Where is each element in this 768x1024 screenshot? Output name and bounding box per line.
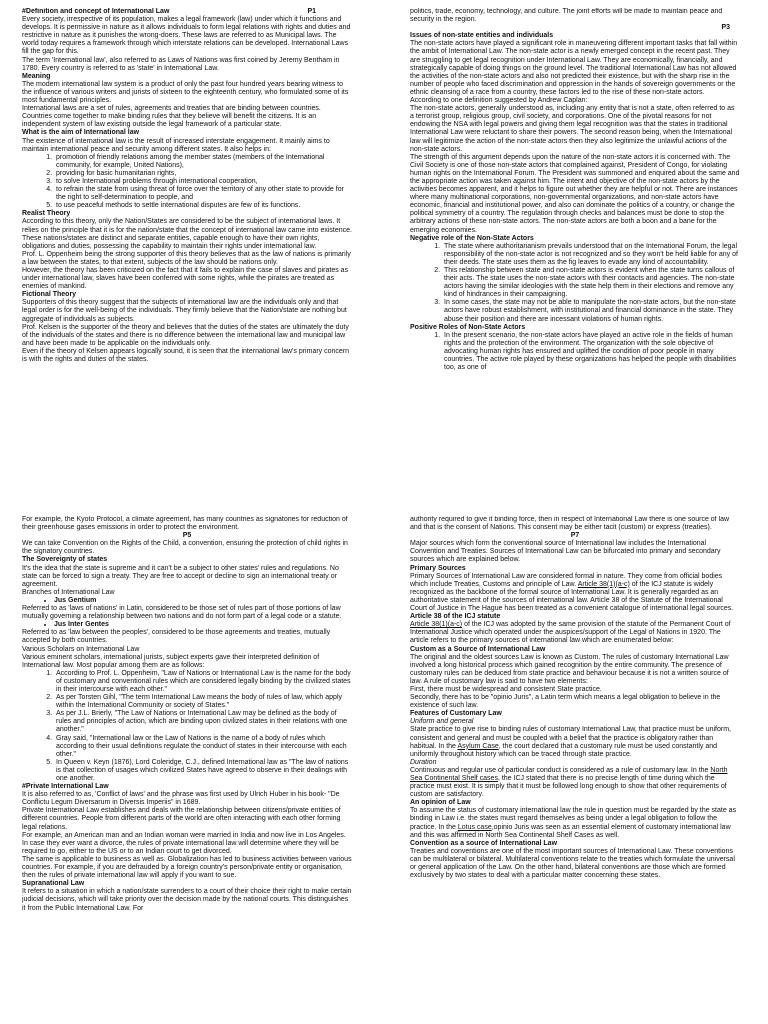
section-heading: Meaning <box>22 72 51 80</box>
section-heading: Article 38 of the ICJ statute <box>410 613 501 621</box>
page-number: P1 <box>307 8 316 15</box>
paragraph: It refers to a situation in which a nation/state surrenders to a court of their choice their right to make certain judicial decisions, which will take priority over the decision made by the national courts. This distinguishes it from the Public International Law. For <box>22 888 352 912</box>
paragraph: Referred to as 'laws of nations' in Latin, considered to be those set of rules part of those portions of law mutually governing a relationship between two nations and do not form part of a legal code or a statute. <box>22 605 342 621</box>
list-item: 4. Gray said, "International law or the Law of Nations is the name of a body of rules which according to their usual definitions regulate the conduct of states in their intercourse with each other." <box>54 735 352 759</box>
section-heading: Negative role of the Non-State Actors <box>410 234 534 242</box>
list-item: 2. providing for basic humanitarian rights, <box>54 170 352 178</box>
section-heading: What is the aim of International law <box>22 129 140 137</box>
section-heading: #Private International Law <box>22 783 109 791</box>
bullet-list <box>22 621 352 629</box>
text-run: ,opinio Juris was seen as an essential element of customary international law and this was affirmed in North Sea Continental Shelf Cases as well. <box>410 823 731 839</box>
text-run: , the ICJ stated that there is no precise length of time during which the practice must exist. It is simply that it must be followed long enough to show that other requirements of custom are satisfactory. <box>410 775 727 799</box>
subsection-heading: Duration <box>410 758 437 766</box>
paragraph: politics, trade, economy, technology, and culture. The joint efforts will be made to maintain peace and security in the region. <box>410 8 723 24</box>
paragraph: Major sources which form the conventional source of International law includes the International Convention and Treaties. Sources of International Law can be bifurcated into primary and secondary sources which are explained below. <box>410 540 721 564</box>
section-heading: An opinion of Law <box>410 799 471 807</box>
bullet-list <box>22 597 352 605</box>
list-item: • Jus Inter Gentes <box>54 621 352 629</box>
section-heading: Positive Roles of Non-State Actors <box>410 323 526 331</box>
paragraph: For example, the Kyoto Protocol, a climate agreement, has many countries as signatories for reduction of their greenhouse gases emissions in order to protect the environment. <box>22 516 348 532</box>
document-page-7 <box>410 516 740 1014</box>
north-sea-case-link[interactable]: North Sea Continental Shelf cases <box>410 766 728 782</box>
text-run: To assume the status of customary international law the rule in question must be regarded by the state as binding in Law i.e. the states must regard themselves as being under a legal obligation to follow the practice. In the <box>410 807 737 831</box>
section-heading: #Definition and concept of International Law <box>22 8 170 15</box>
paragraph: We can take Convention on the Rights of the Child, a convention, ensuring the protection of child rights in the signatory countries. <box>22 540 348 556</box>
document-page-3 <box>410 8 740 506</box>
list-item: 4. to refrain the state from using threat of force over the territory of any other state to provide for the right to self-determination to people, and <box>54 186 352 202</box>
paragraph <box>410 621 740 645</box>
paragraph <box>410 573 740 613</box>
paragraph <box>410 807 740 839</box>
list-item: 2. This relationship between state and non-state actors is evident when the state turns callous of their acts. The state uses the non-state actors with their contacts and agencies. The non-state actors having the similar ideologies with the state help them in their elections and remove any kind of hindrances in their campaigning. <box>442 267 740 299</box>
page-1-header <box>22 8 352 16</box>
section-heading: The Sovereignty of states <box>22 556 108 564</box>
paragraph: The same is applicable to business as well as. Globalization has led to business activities between various countries. For example, if you are defrauded by a foreign country's person/private entity or organisation, then the rules of private international law will apply if you want to sue. <box>22 855 352 880</box>
section-heading: Realist Theory <box>22 210 71 218</box>
list-item: 2. As per Torsten Gihl, "The term International Law means the body of rules of law, which apply within the International Community or society of States." <box>54 694 352 710</box>
list-item: • Jus Gentium <box>54 597 352 605</box>
paragraph: Secondly, there has to be "opinio Juris", a Latin term which means a legal obligation to believe in the existence of such law. <box>410 694 721 710</box>
paragraph: The existence of international law is the result of increased interstate engagement. It mainly aims to maintain international peace and security among different states. It also helps in: <box>22 137 330 153</box>
paragraph <box>410 726 740 758</box>
paragraph: First, there must be widespread and consistent State practice. <box>410 685 602 693</box>
section-heading: Convention as a source of International Law <box>410 839 558 847</box>
section-heading: Features of Customary Law <box>410 710 502 718</box>
list-item: 1. According to Prof. L. Oppenheim, "Law of Nations or International Law is the name for the body of customary and conventional rules which are considered legally binding by the civilized states in their intercourse with each other." <box>54 670 352 694</box>
paragraph: Various eminent scholars, international jurists, subject experts gave their interpreted definition of International law. Most popular among them are as follows: <box>22 653 320 669</box>
text-run: Continuous and regular use of particular conduct is considered as a rule of customary law. In the <box>410 766 711 774</box>
section-heading: Supranational Law <box>22 880 85 888</box>
paragraph: Supporters of this theory suggest that the subjects of international law are the individuals only and that legal order is for the well-being of the individuals. They firmly believe that the Nation/state are nothing but aggregate of individuals as subjects. <box>22 299 347 323</box>
paragraph <box>410 767 740 799</box>
paragraph: Referred to as 'law between the peoples', considered to be those agreements and treaties, mutually accepted by both countries. <box>22 629 331 645</box>
paragraph: The non-state actors, generally understood as, including any entity that is not a state, often referred to as a terrorist group, religious group, civil society, and corporations. One of the pivotal reasons for not endowing the NSA with legal powers and giving them legal recognition was that the states in traditional International Law were reluctant to share their powers. The second reason being, when the International law will legitimize the action of the non-state actors then they also legitimize the unlawful actions of the non-state actors. <box>410 105 735 153</box>
list-item: 5. to use peaceful methods to settle international disputes are few of its functions. <box>54 202 352 210</box>
document-page-1 <box>22 8 352 506</box>
list-item: 1. The state where authoritarianism prevails understood that on the International Forum, the legal responsibility of the non-state actor is not recognized and so they won't be held liable for any of their deeds. The state uses them as the fig leaves to evade any kind of accountability. <box>442 243 740 267</box>
list-item: 1. promotion of friendly relations among the member states (members of the International community, for example, United Nations), <box>54 154 352 170</box>
text-run: , the court declared that a customary rule must be used constantly and uniformly throughout history which can be traced through state practice. <box>410 742 718 758</box>
paragraph: According to one definition suggested by Andrew Caplan: <box>410 97 588 105</box>
numbered-list <box>22 670 352 783</box>
article-38-link[interactable]: Article 38(1)(a-c) <box>410 621 463 629</box>
list-item: 1. In the present scenario, the non-state actors have played an active role in the fields of human rights and the protection of the environment. The organization with the sole objective of advocating human rights has ensured and uplifted the condition of poor people in many countries. The active role played by these organizations has helped the people with disabilities too, as one of <box>442 332 740 372</box>
lotus-case-link[interactable]: Lotus case <box>457 823 492 831</box>
section-heading: Branches of International Law <box>22 588 115 596</box>
paragraph: For example, an American man and an Indian woman were married in India and now live in Los Angeles. In case they ever want a divorce, the rules of private international law will determine where they will be required to go, either to the US or to an Indian court to get divorced. <box>22 831 346 855</box>
paragraph: The non-state actors have played a significant role in maneuvering different important tasks that fall within the ambit of International Law. The non-state actor is a newly emerged concept in the recent past. They are struggling to get legal recognition under International Law. They are economically, financially, and strategically capable of doing things on the ground level. The traditional International Law has not allowed the activities of the non-state actors and also not predicted their existence, but with the sharp rise in the number of people who faced discrimination and oppression in the hands of sovereign governments or the ethnic cleansing of a race from a country, these factors led to the rise of these non-state actors. <box>410 40 738 96</box>
document-page-5 <box>22 516 352 1014</box>
numbered-list <box>22 154 352 211</box>
paragraph: The term 'International law', also referred to as Laws of Nations was first coined by Jeremy Bentham in 1780. Every country is referred to as 'state' in International Law. <box>22 56 340 72</box>
paragraph: Even if the theory of Kelsen appears logically sound, it is seen that the international law's primary concern is with the rights and duties of the states. <box>22 347 350 364</box>
section-heading: Issues of non-state entities and individuals <box>410 32 554 40</box>
subsection-heading: Uniform and general <box>410 718 474 726</box>
page-number: P3 <box>721 24 730 32</box>
paragraph: The original and the oldest sources Law is known as Custom. The rules of customary International Law involved a long historical process which gained recognition by the entire community. The presence of customary rules can be deduced from state practice and behaviour because it is not a written source of law. A rule of customary law is said to have two elements: <box>410 653 729 685</box>
asylum-case-link[interactable]: Asylum Case <box>457 742 499 750</box>
text-run: State practice to give rise to binding rules of customary International Law, that practice must be uniform, consistent and general and must be coupled with a belief that the practice is obligatory rather than habitual. In the <box>410 726 731 750</box>
paragraph: Prof. L. Oppenheim being the strong supporter of this theory believes that as the law of nations is primarily a law between the states, to that extent, subjects of the law should be nations only. <box>22 250 351 266</box>
text-run: of the ICJ was adopted by the same provision of the statute of the Permanent Court of International Justice which operated under the auspices/support of the Legal of Nations in 1920. The article refers to the primary sources of international law which are enumerated below: <box>410 621 731 645</box>
article-38-link[interactable]: Article 38(1)(a-c) <box>577 580 630 588</box>
paragraph: International laws are a set of rules, agreements and treaties that are binding between countries. Countries come together to make binding rules that they believe will benefit the citizens. It is an independent system of law existing outside the legal framework of a particular state. <box>22 105 321 129</box>
paragraph: Private International Law establishes and deals with the relationship between citizens/private entities of different countries. People from different parts of the world are often interacting with each other forming legal relations. <box>22 807 341 831</box>
paragraph: According to this theory, only the Nation/States are considered to be the subject of international laws. It relies on the principle that it is for the nation/state that the concept of international law came into existence. These nations/states are distinct and separate entities, capable enough to have their own rights, obligations and duties, possessing the capability to maintain their rights under international law. <box>22 218 352 250</box>
section-heading: Custom as a Source of International Law <box>410 645 546 653</box>
paragraph: authority required to give it binding force, then in respect of International Law there is one source of law and that is the consent of Nations. This consent may be either tacit (custom) or express (treaties). <box>410 516 730 532</box>
paragraph: The strength of this argument depends upon the nature of the non-state actors it is concerned with. The Civil Society is one of those non-state actors that complained against, President of Congo, for violating human rights on the International Forum. The President was summoned and enquired about the same and the appropriate action was taken against him. The intent and objective of the non-state actors by the activities becomes apparent, and it helps to figure out whether they are helpful or not. There are instances where many multinational corporations, non-governmental organizations, and non-state actors have economic, financial and institutional power, and also can dominate the politics of a country, or change the political symmetry of a country. The regulation through checks and balances must be done to stop the arbitrary actions of these non-state actors. The non-state actors are both a boon and a bane for the emerging economies. <box>410 153 740 234</box>
page-number: P7 <box>570 532 580 540</box>
list-item: 3. In some cases, the state may not be able to manipulate the non-state actors, but the non-state actors have robust establishment, with institutional and financial dominance in the state. They abuse their position and there are incessant violations of human rights. <box>442 299 740 323</box>
paragraph: It's the idea that the state is supreme and it can't be a subject to other states' rules and regulations. No state can be forced to sign a treaty. They are free to accept or decline to sign an international treaty or agreement. <box>22 564 339 588</box>
page-number: P5 <box>182 532 192 540</box>
paragraph: Treaties and conventions are one of the most important sources of International Law. These conventions can be multilateral or bilateral. Multilateral conventions relate to the treaties which formulate the universal or general application of the Law. On the other hand, bilateral conventions are those which are formed exclusively by two states to deal with a particular matter concerning these states. <box>410 847 735 880</box>
text-run: Primary Sources of International Law are considered formal in nature. They come from official bodies which include Treaties, Customs and principle of Law. <box>410 572 723 588</box>
list-item: 3. to solve International problems through international cooperation, <box>54 178 352 186</box>
paragraph: However, the theory has been criticized on the fact that it fails to explain the case of slaves and pirates as under international law, slaves have been conferred with some rights, while the pirates are treated as enemies of mankind. <box>22 267 349 291</box>
paragraph: Prof. Kelsen is the supporter of the theory and believes that the duties of the states are ultimately the duty of the individuals of the states and there is no difference between the international law and municipal law and have been made to be applicable on the individuals only. <box>22 323 349 347</box>
list-item: 3. As per J.L. Brierly, "The Law of Nations or International Law may be defined as the body of rules and principles of action, which are binding upon civilized states in their relations with one another." <box>54 710 352 734</box>
list-item: 5. In Queen v. Keyn (1876), Lord Coleridge, C.J., defined International law as "The law of nations is that collection of usages which civilized States have agreed to observe in their dealings with one another. <box>54 759 352 783</box>
paragraph: The modern international law system is a product of only the past four hundred years bearing witness to the influence of various writers and jurists of sixteen to the eighteenth century, who formulated some of its most fundamental principles. <box>22 80 349 105</box>
numbered-list <box>410 243 740 324</box>
section-heading: Primary Sources <box>410 564 466 572</box>
text-run: of the ICJ statute is widely recognized as the backbone of the formal source of International Law. It is generally regarded as an authoritative statement of the sources of international law. Article 38 of the Statute of the International Court of Justice in The Hague has been treated as a convenient catalogue of international legal sources. <box>410 580 734 613</box>
paragraph: It is also referred to as, 'Conflict of laws' and the phrase was first used by Ulrich Huber in his book- "De Conflictu Legum Diversarum in Diversis Imperiis" in 1689. <box>22 791 340 807</box>
section-heading: Various Scholars on International Law <box>22 645 140 653</box>
paragraph: Every society, irrespective of its population, makes a legal framework (law) under which it functions and develops. It is permissive in nature as it allows individuals to form legal relations with rights and duties and restrictive in nature as it punishes the wrong-doers. These laws are referred to as Municipal laws. The world today requires a framework through which interstate relations can be developed. International Laws fill the gap for this. <box>22 16 351 56</box>
section-heading: Fictional Theory <box>22 291 77 299</box>
numbered-list <box>410 332 740 372</box>
